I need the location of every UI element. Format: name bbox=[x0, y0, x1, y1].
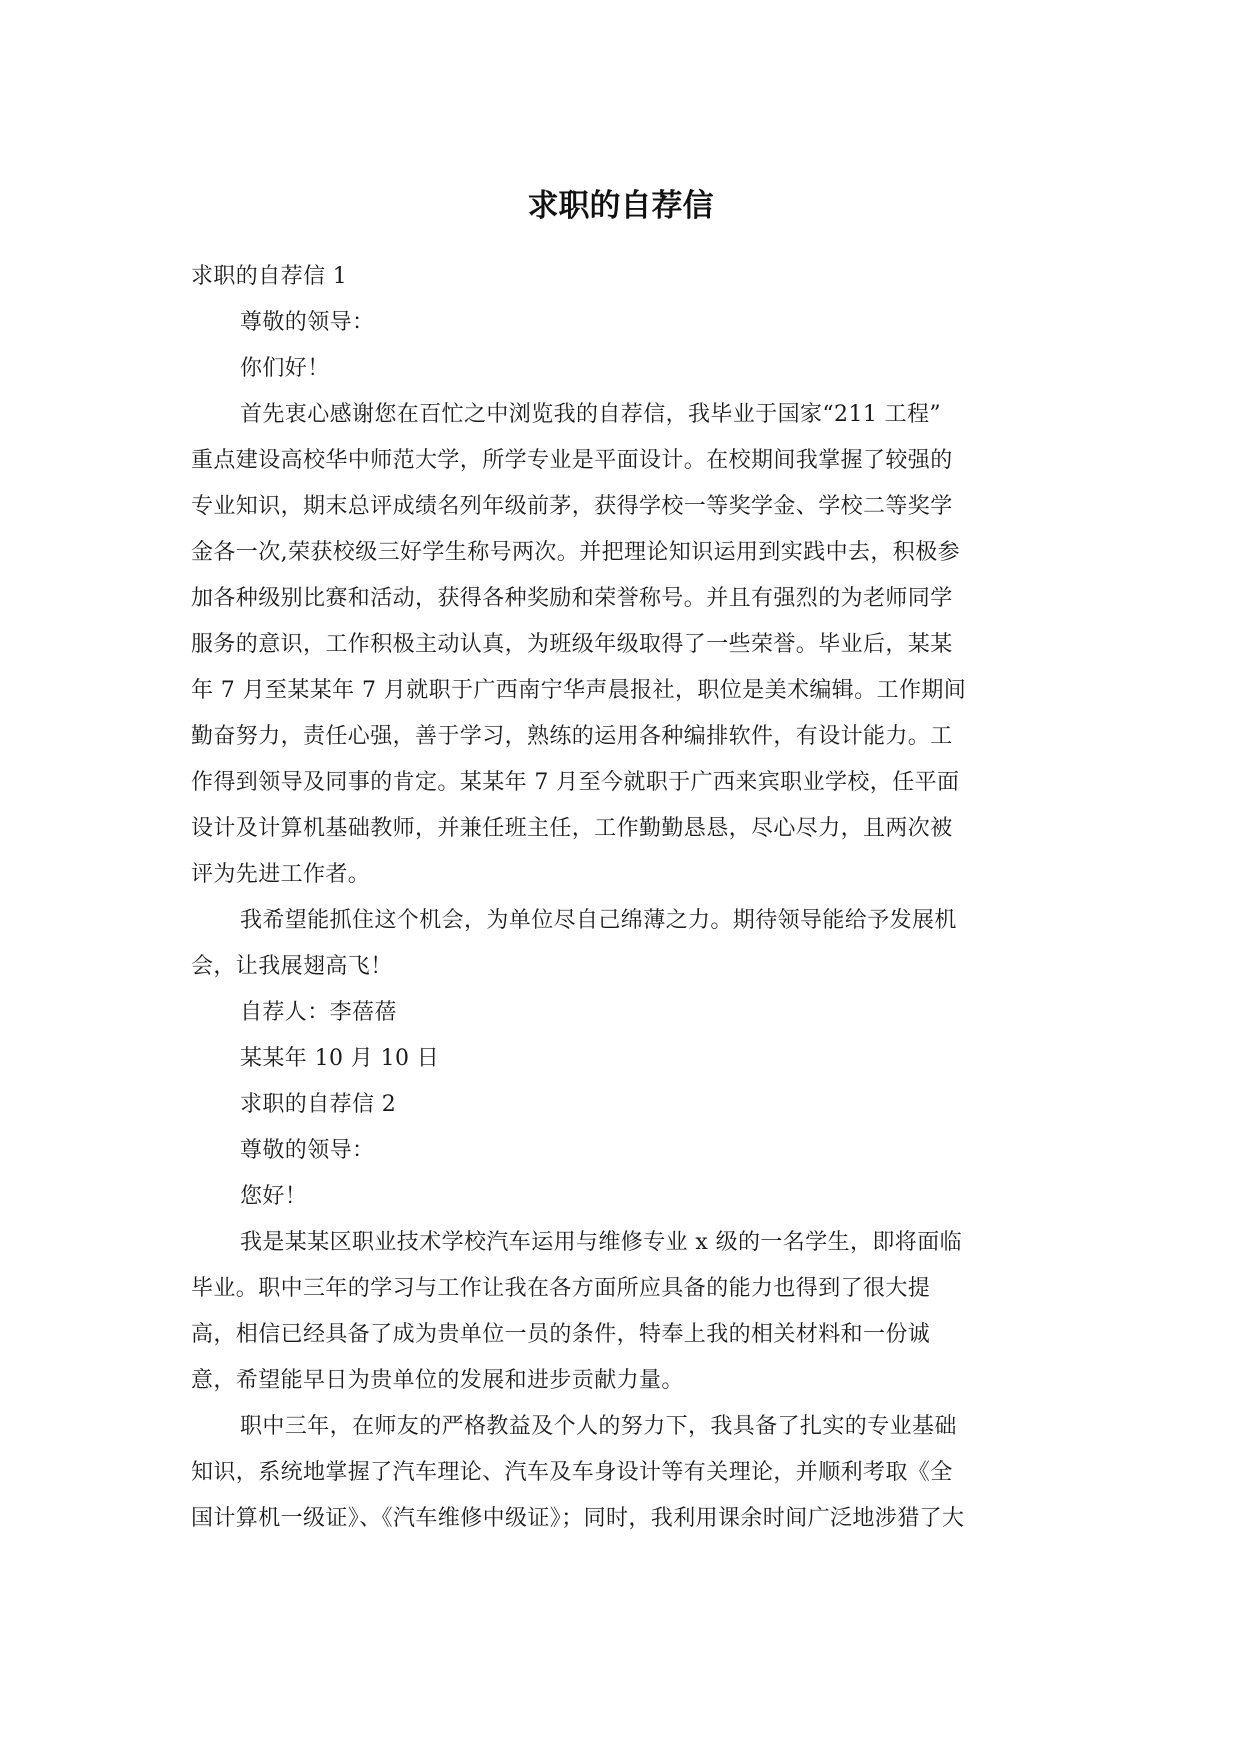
letter1-paragraph2 bbox=[191, 898, 1051, 990]
text-line: 服务的意识，工作积极主动认真，为班级年级取得了一些荣誉。毕业后，某某 bbox=[191, 632, 953, 657]
letter1-signature: 自荐人：李蓓蓓 bbox=[240, 1000, 397, 1025]
letter1-heading: 求职的自荐信 1 bbox=[191, 264, 348, 289]
text-line: 高，相信已经具备了成为贵单位一员的条件，特奉上我的相关材料和一份诚 bbox=[191, 1322, 931, 1347]
text-line: 金各一次,荣获校级三好学生称号两次。并把理论知识运用到实践中去，积极参 bbox=[191, 540, 960, 565]
text-line: 职中三年，在师友的严格教益及个人的努力下，我具备了扎实的专业基础 bbox=[240, 1414, 957, 1439]
letter2-heading: 求职的自荐信 2 bbox=[240, 1092, 397, 1117]
text-line: 知识，系统地掌握了汽车理论、汽车及车身设计等有关理论，并顺利考取《全 bbox=[191, 1460, 953, 1485]
text-line: 勤奋努力，责任心强，善于学习，熟练的运用各种编排软件，有设计能力。工 bbox=[191, 724, 953, 749]
document-title: 求职的自荐信 bbox=[527, 188, 714, 224]
letter2-paragraph2 bbox=[191, 1404, 1051, 1542]
text-line: 会，让我展翅高飞！ bbox=[191, 954, 393, 979]
text-line: 国计算机一级证》、《汽车维修中级证》；同时，我利用课余时间广泛地涉猎了大 bbox=[191, 1506, 965, 1531]
text-line: 我希望能抓住这个机会，为单位尽自己绵薄之力。期待领导能给予发展机 bbox=[240, 908, 957, 933]
text-line: 重点建设高校华中师范大学，所学专业是平面设计。在校期间我掌握了较强的 bbox=[191, 448, 953, 473]
letter1-greeting: 你们好！ bbox=[240, 356, 330, 381]
text-line: 年 7 月至某某年 7 月就职于广西南宁华声晨报社，职位是美术编辑。工作期间 bbox=[191, 678, 967, 703]
text-line: 专业知识，期末总评成绩名列年级前茅，获得学校一等奖学金、学校二等奖学 bbox=[191, 494, 953, 519]
text-line: 作得到领导及同事的肯定。某某年 7 月至今就职于广西来宾职业学校，任平面 bbox=[191, 770, 960, 795]
letter2-salutation: 尊敬的领导： bbox=[240, 1138, 375, 1163]
text-line: 加各种级别比赛和活动，获得各种奖励和荣誉称号。并且有强烈的为老师同学 bbox=[191, 586, 953, 611]
letter1-salutation: 尊敬的领导： bbox=[240, 310, 375, 335]
text-line: 首先衷心感谢您在百忙之中浏览我的自荐信，我毕业于国家“211 工程” bbox=[240, 402, 942, 427]
letter1-date: 某某年 10 月 10 日 bbox=[240, 1046, 440, 1071]
text-line: 我是某某区职业技术学校汽车运用与维修专业 x 级的一名学生，即将面临 bbox=[240, 1230, 962, 1255]
letter1-paragraph1 bbox=[191, 392, 1051, 898]
text-line: 意，希望能早日为贵单位的发展和进步贡献力量。 bbox=[191, 1368, 684, 1393]
letter2-paragraph1 bbox=[191, 1220, 1051, 1404]
letter2-greeting: 您好！ bbox=[240, 1184, 308, 1209]
text-line: 毕业。职中三年的学习与工作让我在各方面所应具备的能力也得到了很大提 bbox=[191, 1276, 931, 1301]
document-body bbox=[191, 254, 1051, 1542]
text-line: 设计及计算机基础教师，并兼任班主任，工作勤勤恳恳，尽心尽力，且两次被 bbox=[191, 816, 953, 841]
text-line: 评为先进工作者。 bbox=[191, 862, 371, 887]
